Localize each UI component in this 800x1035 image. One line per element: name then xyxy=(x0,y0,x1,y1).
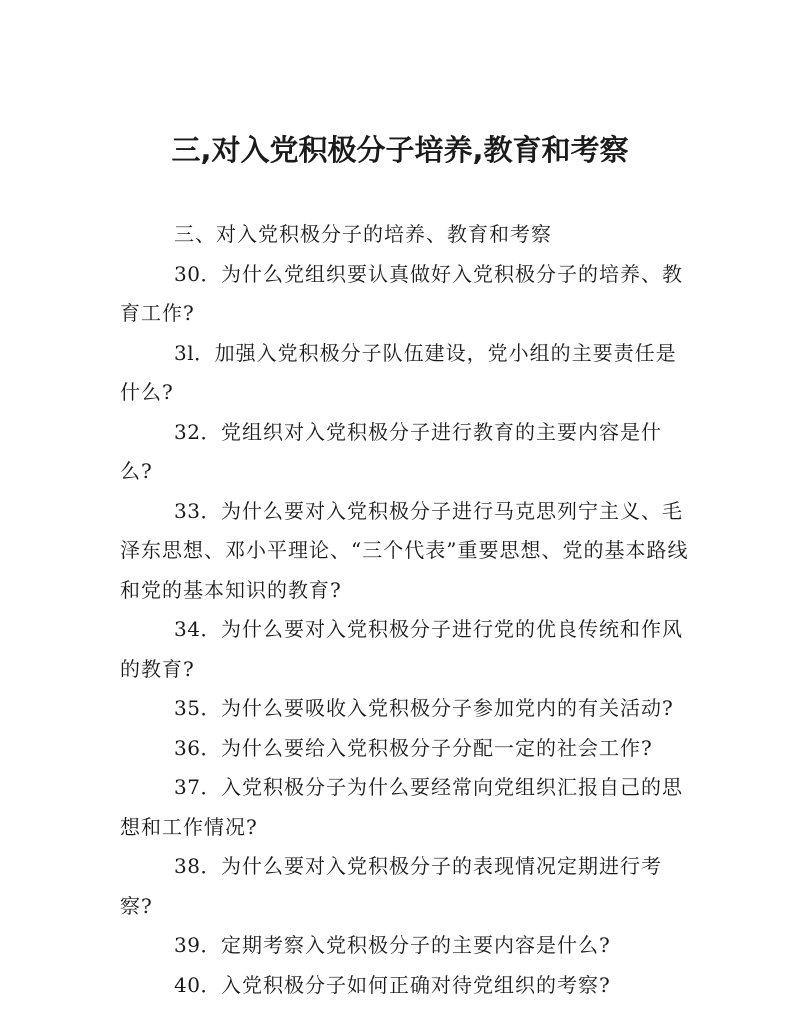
question-item xyxy=(120,926,690,966)
question-number: 34． xyxy=(174,617,221,641)
question-number: 38． xyxy=(174,854,221,878)
question-number: 36． xyxy=(174,735,221,760)
paragraph-text: 三、对入党积极分子的培养、教育和考察 xyxy=(174,222,552,246)
question-item xyxy=(120,768,690,847)
section-heading xyxy=(120,215,690,255)
question-text: 为什么要对入党积极分子进行党的优良传统和作风的教育? xyxy=(120,617,683,681)
question-text: 为什么党组织要认真做好入党积极分子的培养、教育工作? xyxy=(120,261,683,325)
question-number: 30． xyxy=(174,261,221,286)
question-item xyxy=(120,334,690,413)
question-number: 33． xyxy=(174,498,221,523)
question-item xyxy=(120,689,690,729)
question-number: 39． xyxy=(174,933,221,957)
question-item xyxy=(120,847,690,926)
question-item xyxy=(120,413,690,492)
question-item xyxy=(120,492,690,611)
question-number: 3l． xyxy=(174,340,215,365)
question-number: 32． xyxy=(174,419,221,444)
question-item xyxy=(120,966,690,1006)
question-text: 为什么要吸收入党积极分子参加党内的有关活动? xyxy=(220,696,674,720)
question-number: 37． xyxy=(174,775,221,799)
question-text: 入党积极分子如何正确对待党组织的考察? xyxy=(220,972,611,997)
question-text: 定期考察入党积极分子的主要内容是什么? xyxy=(220,933,611,957)
question-text: 入党积极分子为什么要经常向党组织汇报自己的思想和工作情况? xyxy=(120,775,683,839)
question-number: 35． xyxy=(174,696,221,720)
question-text: 为什么要对入党积极分子进行马克思列宁主义、毛泽东思想、邓小平理论、“三个代表”重要思想、党的基本路线和党的基本知识的教育? xyxy=(120,498,689,602)
document-body xyxy=(120,215,690,1005)
page-title: 三,对入党积极分子培养,教育和考察 xyxy=(171,133,629,167)
question-item xyxy=(120,610,690,689)
question-text: 加强入党积极分子队伍建设，党小组的主要责任是什么? xyxy=(120,340,677,404)
question-text: 为什么要对入党积极分子的表现情况定期进行考察? xyxy=(120,854,662,918)
question-item xyxy=(120,729,690,769)
question-text: 党组织对入党积极分子进行教育的主要内容是什么? xyxy=(120,419,662,483)
question-text: 为什么要给入党积极分子分配一定的社会工作? xyxy=(220,735,653,760)
question-item xyxy=(120,255,690,334)
question-number: 40． xyxy=(174,972,221,997)
